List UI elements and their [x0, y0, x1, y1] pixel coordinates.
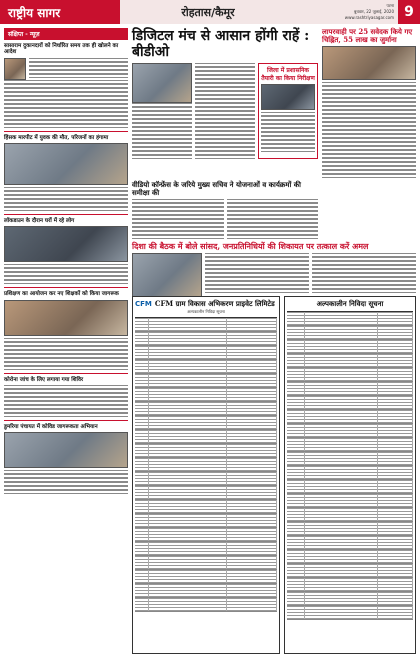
highlight-box: [258, 63, 318, 159]
side-photo: [322, 46, 416, 80]
brief-headline-6: डुमरिया पंचायत में कोविड जागरूकता अभियान: [4, 423, 98, 430]
masthead: [0, 0, 420, 24]
lead-photo: [132, 63, 192, 103]
brief-headline-5: कोरोना जांच के लिए लगाया गया शिविर: [4, 376, 84, 383]
sub-headline: वीडियो कॉन्फ्रेंस के जरिये मुख्य सचिव ने योजनाओं व कार्यक्रमों की समीक्षा की: [132, 180, 301, 198]
second-notice: [284, 296, 416, 654]
tender-subtitle: अल्पकालीन निविदा सूचना: [187, 309, 225, 314]
masthead-website: www.rashtriyasagar.com: [344, 15, 394, 20]
masthead-date: बुधवार, 22 जुलाई, 2020: [354, 9, 394, 14]
brief-photo-5: [4, 432, 128, 468]
masthead-meta: [296, 0, 420, 24]
brief-headline-2: हिंसक मारपीट में युवक की मौत, परिजनों का हंगामा: [4, 134, 109, 141]
brief-photo-2: [4, 143, 128, 185]
box-headline: जिला में प्रशासनिक तैयारी का किया निरीक्षण: [261, 67, 315, 83]
section-head: संक्षिप्त - न्यूज़: [4, 28, 128, 40]
brief-photo-4: [4, 300, 128, 336]
wide-headline: दिशा की बैठक में बोले सांसद, जनप्रतिनिधियों की शिकायत पर तत्काल करें अमल: [132, 241, 369, 252]
side-headline: लापरवाही पर 25 सवेदक किये गए चिह्नित, 55 लाख का जुर्माना: [322, 27, 413, 45]
page-number: 9: [398, 0, 420, 24]
tender-table: [135, 317, 277, 612]
cfm-logo: CFM: [135, 300, 152, 308]
box-photo: [261, 84, 315, 110]
paper-name: राष्ट्रीय सागर: [0, 0, 120, 24]
right-area: [132, 28, 416, 297]
brief-photo-3: [4, 226, 128, 262]
wide-photo: [132, 253, 202, 297]
edition-name: रोहतास/कैमूर: [120, 0, 296, 24]
lead-headline: डिजिटल मंच से आसान होंगी राहें : बीडीओ: [132, 28, 310, 61]
left-column: [4, 28, 128, 494]
tender-notice: [132, 296, 280, 654]
tender-title: CFM ग्राम विकास अभिकरण प्राइवेट लिमिटेड: [154, 299, 275, 308]
masthead-meta-text: [345, 3, 394, 21]
brief-headline-3: लॉकडाउन के दौरान घरों में रहे लोग: [4, 217, 75, 224]
brief-headline-1: सासाराम दुकानदारों को निर्धारित समय तक ही खोलने का आदेश: [4, 43, 119, 56]
second-notice-table: [287, 311, 413, 620]
second-notice-title: अल्पकालीन निविदा सूचना: [316, 299, 384, 308]
brief-photo-1: [4, 58, 26, 80]
masthead-city: पटना: [386, 3, 394, 8]
brief-headline-4: प्रशिक्षण का आयोजन कर नए शिक्षकों को किया जागरूक: [4, 291, 119, 298]
